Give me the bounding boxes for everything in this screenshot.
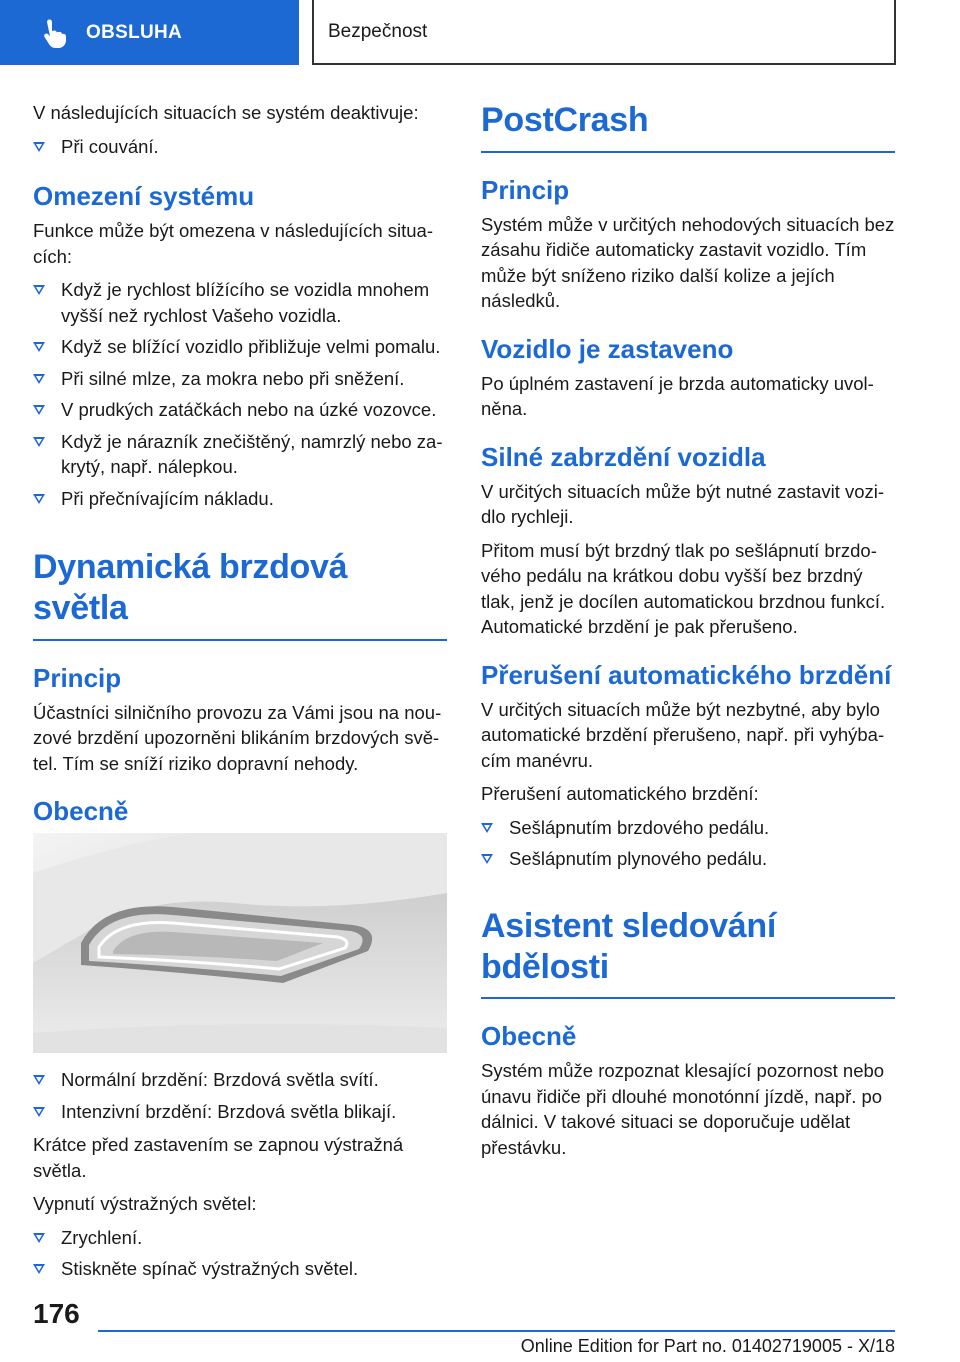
bullet-triangle-icon <box>33 1264 45 1274</box>
omezeni-text: Funkce může být omezena v následujících situacích: <box>33 220 434 267</box>
bullet-triangle-icon <box>33 342 45 352</box>
deactivation-list <box>33 134 447 160</box>
deactivation-intro: V následujících situacích se systém deaktivuje: <box>33 102 419 123</box>
bullet-triangle-icon <box>33 374 45 384</box>
preruseni-text-2: Přerušení automatického brzdění: <box>481 783 759 805</box>
heading-asistent: Asistent sledování bdělosti <box>481 906 895 1000</box>
bullet-triangle-icon <box>481 823 493 833</box>
section-tab-label: OBSLUHA <box>86 21 183 43</box>
page-number: 176 <box>33 1298 80 1329</box>
heading-princip-left: Princip <box>33 662 122 693</box>
bullet-triangle-icon <box>33 1107 45 1117</box>
section-tab[interactable] <box>0 0 299 65</box>
princip-text-left: Účastníci silničního provozu za Vámi jsou na nouzové brzdění upozorněni blikáním brzdových světel. Tím se sníží riziko dopravní nehody. <box>33 701 442 774</box>
heading-obecne-left: Obecně <box>33 796 129 827</box>
heading-silne: Silné zabrzdění vozidla <box>481 441 766 472</box>
preruseni-list <box>481 815 895 872</box>
heading-princip-right: Princip <box>481 174 570 205</box>
princip-text-right: Systém může v určitých nehodových situacích bez zásahu řidiče automaticky zastavit vozidlo. Tím může být sníženo riziko další kolize a jejích následků. <box>481 213 895 312</box>
list-item: Sešlápnutím plynového pedálu. <box>481 846 895 872</box>
heading-postcrash: PostCrash <box>481 100 895 153</box>
vypnuti-list <box>33 1225 447 1282</box>
list-item: Sešlápnutím brzdového pedálu. <box>481 815 895 841</box>
footer-edition: Online Edition for Part no. 01402719005 - X/18 <box>520 1336 895 1356</box>
preruseni-text-1: V určitých situacích může být nezbytné, aby bylo automatické brzdění přerušeno, např. při vyhýbacím manévru. <box>481 698 885 771</box>
brake-list <box>33 1067 447 1124</box>
list-item: Stiskněte spínač výstražných světel. <box>33 1256 447 1282</box>
heading-omezeni: Omezení systému <box>33 181 255 211</box>
left-column <box>33 100 447 1290</box>
silne-text-2: Přitom musí být brzdný tlak po sešlápnutí brzdového pedálu na krátkou dobu vyšší bez brzdný tlak, jenž je docílen automatickou brzdnou funkcí. Automatické brzdění je pak přerušeno. <box>481 539 886 638</box>
bullet-triangle-icon <box>33 437 45 447</box>
page-section-title: Bezpečnost <box>328 20 428 42</box>
list-item: V prudkých zatáčkách nebo na úzké vozovce. <box>33 397 447 423</box>
bullet-triangle-icon <box>33 1233 45 1243</box>
list-item: Při silné mlze, za mokra nebo při sněžení. <box>33 366 447 392</box>
heading-preruseni: Přerušení automatického brzdění <box>481 659 892 690</box>
bullet-triangle-icon <box>481 854 493 864</box>
heading-zastaveno: Vozidlo je zastaveno <box>481 333 734 364</box>
hand-pointer-icon <box>38 18 68 48</box>
bullet-triangle-icon <box>33 494 45 504</box>
silne-text-1: V určitých situacích může být nutné zastavit vozidlo rychleji. <box>481 480 885 528</box>
omezeni-list <box>33 277 447 511</box>
list-item: Když je rychlost blížícího se vozidla mnohem vyšší než rychlost Vašeho vozidla. <box>33 277 447 328</box>
list-item: Intenzivní brzdění: Brzdová světla blikají. <box>33 1099 447 1125</box>
zastaveno-text: Po úplném zastavení je brzda automaticky uvolněna. <box>481 372 874 420</box>
footer-divider <box>98 1330 895 1332</box>
list-item: Když se blížící vozidlo přibližuje velmi pomalu. <box>33 334 447 360</box>
page-section-title-box <box>312 0 896 65</box>
heading-obecne-right: Obecně <box>481 1021 577 1052</box>
tail-light-image <box>33 833 447 1053</box>
list-item: Normální brzdění: Brzdová světla svítí. <box>33 1067 447 1093</box>
list-item: Zrychlení. <box>33 1225 447 1251</box>
bullet-triangle-icon <box>33 142 45 152</box>
vypnuti-text: Vypnutí výstražných světel: <box>33 1193 257 1215</box>
list-item: Když je nárazník znečištěný, namrzlý nebo zakrytý, např. nálepkou. <box>33 429 447 480</box>
obecne-text-right: Systém může rozpoznat klesající pozornost nebo únavu řidiče při dlouhé monotónní jízdě, např. po dálnici. V takové situaci se doporučuje udělat přestávku. <box>481 1060 885 1158</box>
kratce-text: Krátce před zastavením se zapnou výstražná světla. <box>33 1134 404 1181</box>
right-column <box>481 100 895 1168</box>
heading-dynamicka: Dynamická brzdová světla <box>33 547 447 641</box>
bullet-triangle-icon <box>33 285 45 295</box>
list-item: Při přečnívajícím nákladu. <box>33 486 447 512</box>
bullet-triangle-icon <box>33 1075 45 1085</box>
bullet-triangle-icon <box>33 405 45 415</box>
list-item: Při couvání. <box>33 134 447 160</box>
